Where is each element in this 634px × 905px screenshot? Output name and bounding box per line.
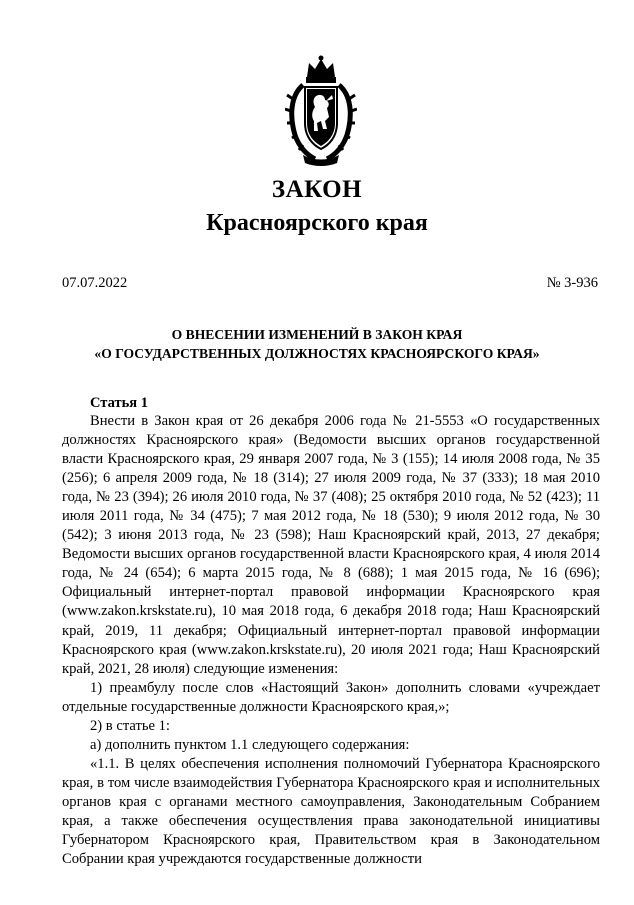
- law-number: № 3-936: [546, 275, 598, 291]
- paragraph: а) дополнить пунктом 1.1 следующего содержания:: [90, 736, 410, 753]
- region-title: Красноярского края: [206, 210, 428, 236]
- law-heading-line: «О ГОСУДАРСТВЕННЫХ ДОЛЖНОСТЯХ КРАСНОЯРСКОГО КРАЯ»: [94, 346, 540, 361]
- coat-of-arms-icon: [285, 55, 357, 167]
- paragraph: 1) преамбулу после слов «Настоящий Закон» дополнить словами «учреждает отдельные государственные должности Красноярского края,»;: [62, 679, 600, 715]
- paragraph: «1.1. В целях обеспечения исполнения полномочий Губернатора Красноярского края, в том числе взаимодействия Губернатора Красноярского края и исполнительных органов края с органами местного самоуправления, Законодательным Собранием края, а также обеспечения осуществления права законодательной инициативы Губернатором Красноярского края, Правительством края в Законодательном Собрании края учреждаются государственные должности: [62, 755, 600, 868]
- paragraph: Внести в Закон края от 26 декабря 2006 года № 21-5553 «О государственных должностях Красноярского края» (Ведомости высших органов государственной власти Красноярского края, 29 января 2007 года, № 3 (155); 14 июля 2008 года, № 35 (256); 6 апреля 2009 года, № 18 (314); 27 июля 2009 года, № 37 (333); 18 мая 2010 года, № 23 (394); 26 июля 2010 года, № 37 (408); 25 октября 2010 года, № 52 (423); 11 июля 2011 года, № 34 (475); 7 мая 2012 года, № 18 (530); 9 июля 2012 года, № 30 (542); 3 июня 2013 года, № 23 (598); Наш Красноярский край, 2013, 27 декабря; Ведомости высших органов государственной власти Красноярского края, 4 июля 2014 года, № 24 (654); 6 марта 2015 года, № 8 (688); 1 мая 2015 года, № 16 (696); Официальный интернет-портал правовой информации Красноярского края (www.zakon.krskstate.ru), 10 мая 2018 года, 6 декабря 2018 года; Наш Красноярский край, 2019, 11 декабря; Официальный интернет-портал правовой информации Красноярского края (www.zakon.krskstate.ru), 20 июля 2021 года; Наш Красноярский край, 2021, 28 июля) следующие изменения:: [62, 413, 600, 677]
- law-heading: [0, 325, 634, 363]
- law-heading-line: О ВНЕСЕНИИ ИЗМЕНЕНИЙ В ЗАКОН КРАЯ: [171, 327, 463, 342]
- law-date: 07.07.2022: [62, 275, 128, 291]
- article-body: [62, 412, 600, 869]
- article-title: Статья 1: [90, 395, 148, 411]
- paragraph: 2) в статье 1:: [90, 717, 170, 734]
- document-type-title: ЗАКОН: [271, 176, 363, 203]
